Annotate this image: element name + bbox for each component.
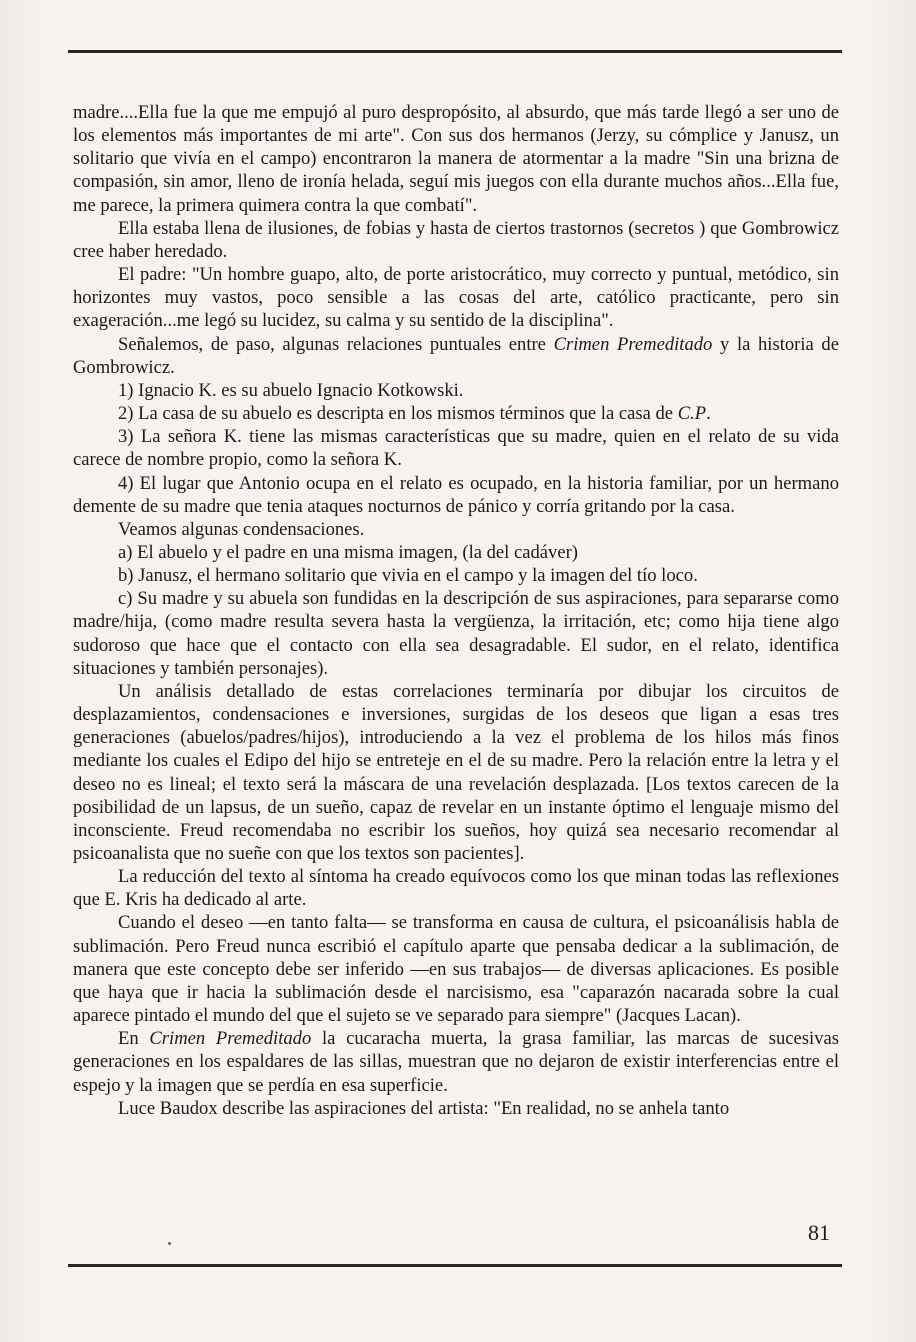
paragraph	[73, 680, 839, 865]
list-item	[73, 379, 839, 402]
paragraph	[73, 1027, 839, 1096]
header-rule	[68, 50, 842, 53]
page-number: 81	[808, 1220, 830, 1245]
italic-title: Crimen Premeditado	[149, 1028, 312, 1050]
text-run: c) Su madre y su abuela son fundidas en la descripción de sus aspiraciones, para separarse como madre/hija, (como madre resulta severa hasta la vergüenza, la irritación, etc; como hija tiene algo sudoroso que hace que el contacto con ella sea desagradable. El sudor, en el relato, identifica situaciones y también personajes).	[73, 588, 839, 679]
paragraph	[73, 911, 839, 1027]
text-run: 3) La señora K. tiene las mismas características que su madre, quien en el relato de su vida carece de nombre propio, como la señora K.	[73, 426, 839, 471]
list-item	[73, 587, 839, 680]
text-run: 4) El lugar que Antonio ocupa en el relato es ocupado, en la historia familiar, por un hermano demente de su madre que tenia ataques nocturnos de pánico y corría gritando por la casa.	[73, 472, 839, 517]
italic-title: C.P	[677, 403, 707, 425]
paragraph	[73, 865, 839, 911]
list-item	[73, 541, 839, 564]
text-run: a) El abuelo y el padre en una misma imagen, (la del cadáver)	[118, 541, 578, 563]
list-item	[73, 402, 839, 425]
speck	[168, 1242, 171, 1245]
paragraph	[73, 333, 839, 379]
body-text	[73, 101, 839, 1120]
text-run: b) Janusz, el hermano solitario que vivia en el campo y la imagen del tío loco.	[118, 565, 698, 587]
paragraph	[73, 518, 839, 541]
paragraph	[73, 101, 839, 217]
text-run: .	[706, 403, 711, 425]
footer-rule	[68, 1264, 842, 1267]
text-run: El padre: "Un hombre guapo, alto, de porte aristocrático, muy correcto y puntual, metódico, sin horizontes muy vastos, poco sensible a las cosas del arte, católico practicante, pero sin exageración...me legó su lucidez, su calma y su sentido de la disciplina".	[73, 264, 839, 332]
text-run: 2) La casa de su abuelo es descripta en los mismos términos que la casa de	[118, 403, 678, 425]
paragraph	[73, 263, 839, 332]
text-run: En	[118, 1028, 150, 1050]
text-run: madre....Ella fue la que me empujó al puro despropósito, al absurdo, que más tarde llegó a ser uno de los elementos más importantes de mi arte". Con sus dos hermanos (Jerzy, su cómplice y Janusz, un solitario que vivía en el campo) encontraron la manera de atormentar a la madre "Sin una brizna de compasión, sin amor, lleno de ironía helada, seguí mis juegos con ella durante muchos años...Ella fue, me parece, la primera quimera contra la que combatí".	[73, 102, 839, 216]
paragraph	[73, 217, 839, 263]
paragraph	[73, 1097, 839, 1120]
text-run: Señalemos, de paso, algunas relaciones puntuales entre	[118, 333, 554, 355]
italic-title: Crimen Premeditado	[553, 333, 713, 355]
text-run: la cucaracha muerta, la grasa familiar, las marcas de sucesivas generaciones en los espaldares de las sillas, muestran que no dejaron de existir interferencias entre el espejo y la imagen que se perdía en esa superficie.	[73, 1028, 839, 1096]
text-run: Veamos algunas condensaciones.	[118, 518, 365, 540]
text-run: Luce Baudox describe las aspiraciones del artista: "En realidad, no se anhela tanto	[118, 1097, 730, 1119]
list-item	[73, 472, 839, 518]
list-item	[73, 425, 839, 471]
text-run: Ella estaba llena de ilusiones, de fobias y hasta de ciertos trastornos (secretos ) que Gombrowicz cree haber heredado.	[73, 217, 839, 262]
text-run: y la historia de Gombrowicz.	[73, 333, 839, 378]
text-run: Un análisis detallado de estas correlaciones terminaría por dibujar los circuitos de desplazamientos, condensaciones e inversiones, surgidas de los deseos que ligan a esas tres generaciones (abuelos/padres/hijos), introduciendo a la vez el problema de los hilos más finos mediante los cuales el Edipo del hijo se entreteje en el de su madre. Pero la relación entre la letra y el deseo no es lineal; el texto será la máscara de una revelación desplazada. [Los textos carecen de la posibilidad de un lapsus, de un sueño, capaz de revelar en un instante óptimo el lenguaje mismo del inconsciente. Freud recomendaba no escribir los sueños, hoy quizá sea necesario recomendar al psicoanalista que no sueñe con que los textos son pacientes].	[73, 680, 839, 864]
list-item	[73, 564, 839, 587]
text-run: 1) Ignacio K. es su abuelo Ignacio Kotkowski.	[118, 379, 464, 401]
text-run: La reducción del texto al síntoma ha creado equívocos como los que minan todas las reflexiones que E. Kris ha dedicado al arte.	[73, 866, 839, 911]
text-run: Cuando el deseo —en tanto falta— se transforma en causa de cultura, el psicoanálisis habla de sublimación. Pero Freud nunca escribió el capítulo aparte que pensaba dedicar a la sublimación, de manera que este concepto debe ser inferido —en sus trabajos— de diversas aplicaciones. Es posible que haya que ir hacia la sublimación desde el narcisismo, esa "caparazón nacarada sobre la cual aparece pintado el mundo del que el sujeto se ve separado para siempre" (Jacques Lacan).	[73, 912, 839, 1027]
